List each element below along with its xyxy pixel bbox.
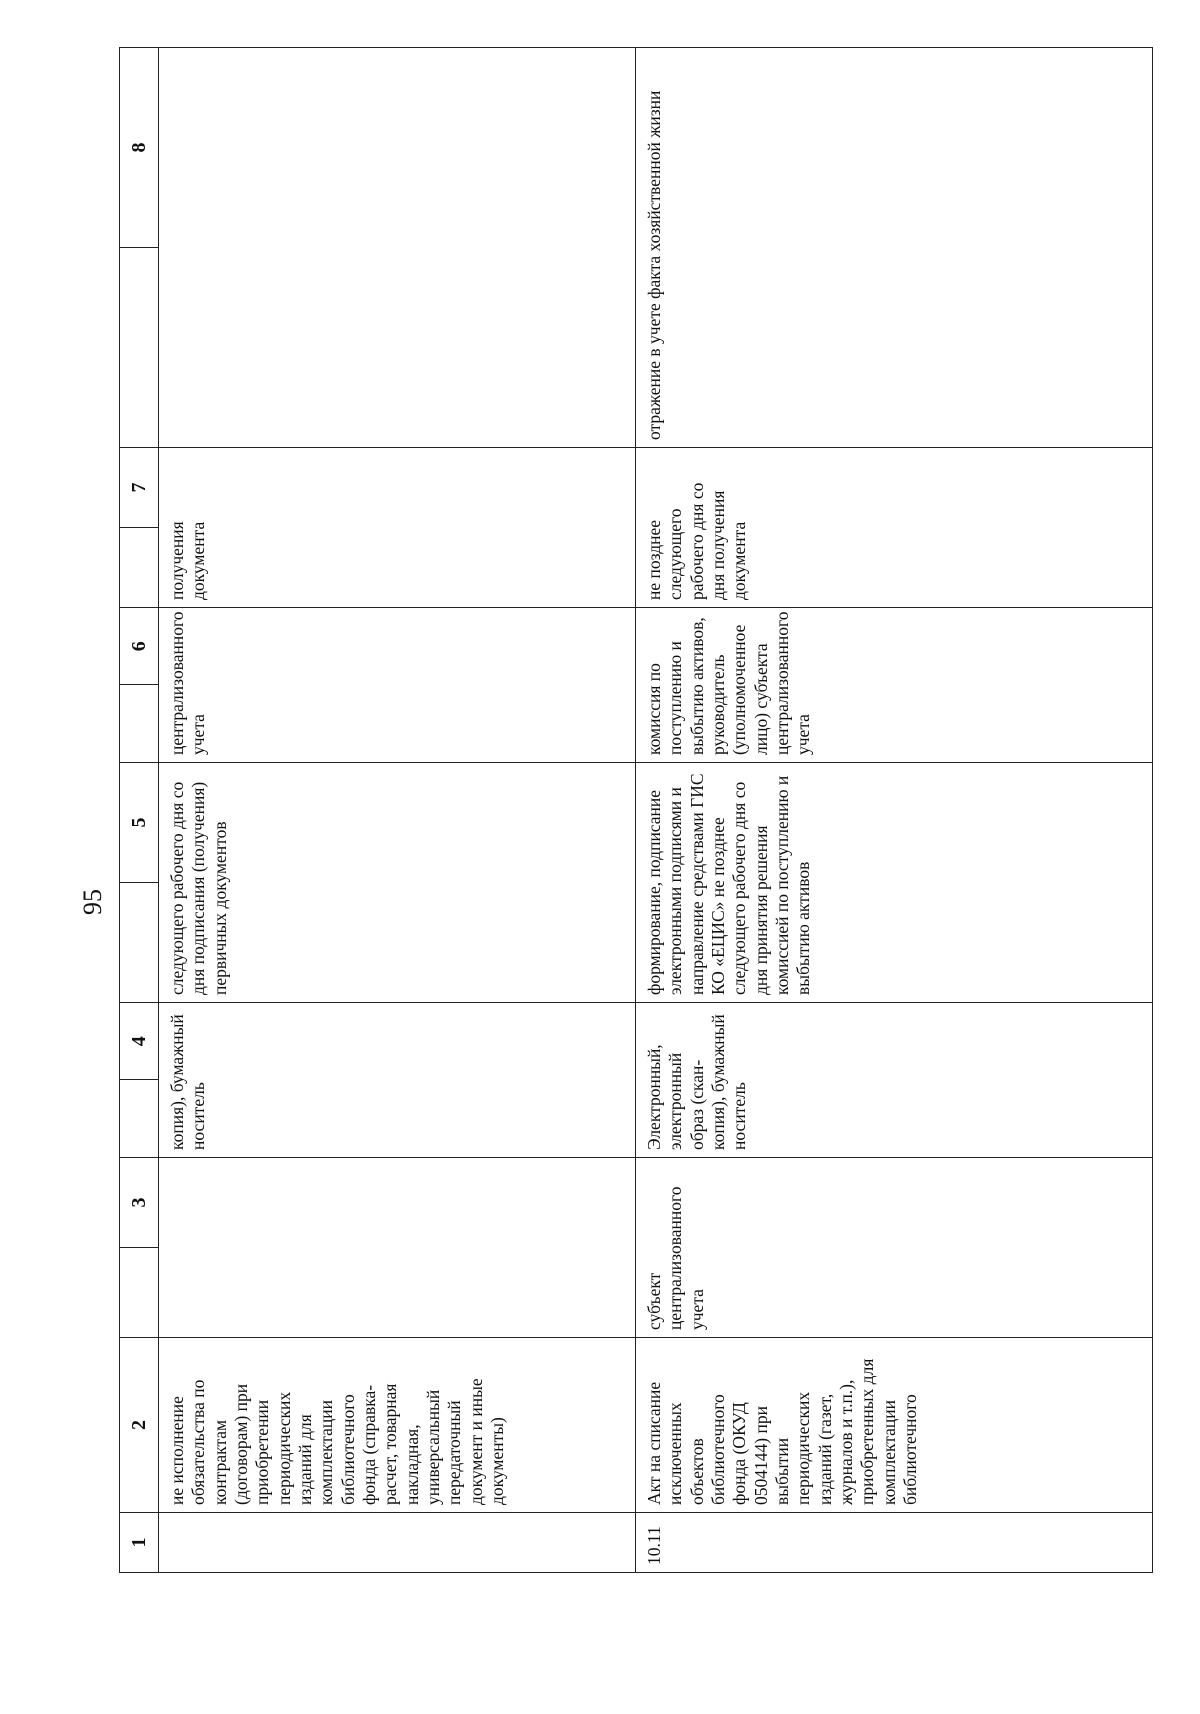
page-number: 95 — [78, 889, 107, 915]
column-header-1: 1 — [120, 1513, 159, 1573]
table-cell — [159, 1158, 636, 1338]
table-cell: централизованного учета — [159, 608, 636, 763]
table-cell: копия), бумажный носитель — [159, 1003, 636, 1158]
table-cell: ие исполнение обязательства по контрактам (договорам) при приобретении периодических изданий для комплектации библиотечного фонда (справка-расчет, товарная накладная, универсальный передаточный документ и иные документы) — [159, 1338, 636, 1513]
header-row — [120, 48, 159, 1573]
table-cell: отражение в учете факта хозяйственной жизни — [636, 48, 1153, 448]
table-cell: Электронный, электронный образ (скан-копия), бумажный носитель — [636, 1003, 1153, 1158]
table-cell: формирование, подписание электронными подписями и направление средствами ГИС КО «ЕЦИС» не позднее следующего рабочего дня со дня принятия решения комиссией по поступлению и выбытию активов — [636, 763, 1153, 1003]
table-row — [636, 48, 1153, 1573]
table-row — [159, 48, 636, 1573]
table-cell: субъект централизованного учета — [636, 1158, 1153, 1338]
table-cell — [159, 48, 636, 448]
column-header-8: 8 — [120, 48, 159, 448]
table-cell: Акт на списание исключенных объектов библиотечного фонда (ОКУД 0504144) при выбытии периодических изданий (газет, журналов и т.п.), приобретенных для комплектации библиотечного — [636, 1338, 1153, 1513]
table-cell: получения документа — [159, 448, 636, 608]
column-header-4: 4 — [120, 1003, 159, 1158]
column-header-2: 2 — [120, 1338, 159, 1513]
table-cell: комиссия по поступлению и выбытию активов, руководитель (уполномоченное лицо) субъекта централизованного учета — [636, 608, 1153, 763]
column-header-6: 6 — [120, 608, 159, 763]
table-cell — [159, 1513, 636, 1573]
table-cell: следующего рабочего дня со дня подписания (получения) первичных документов — [159, 763, 636, 1003]
document-table — [119, 47, 1153, 1573]
column-header-3: 3 — [120, 1158, 159, 1338]
rotated-table-container — [119, 48, 1119, 1573]
column-header-5: 5 — [120, 763, 159, 1003]
column-header-7: 7 — [120, 448, 159, 608]
table-cell: 10.11 — [636, 1513, 1153, 1573]
table-cell: не позднее следующего рабочего дня со дня получения документа — [636, 448, 1153, 608]
